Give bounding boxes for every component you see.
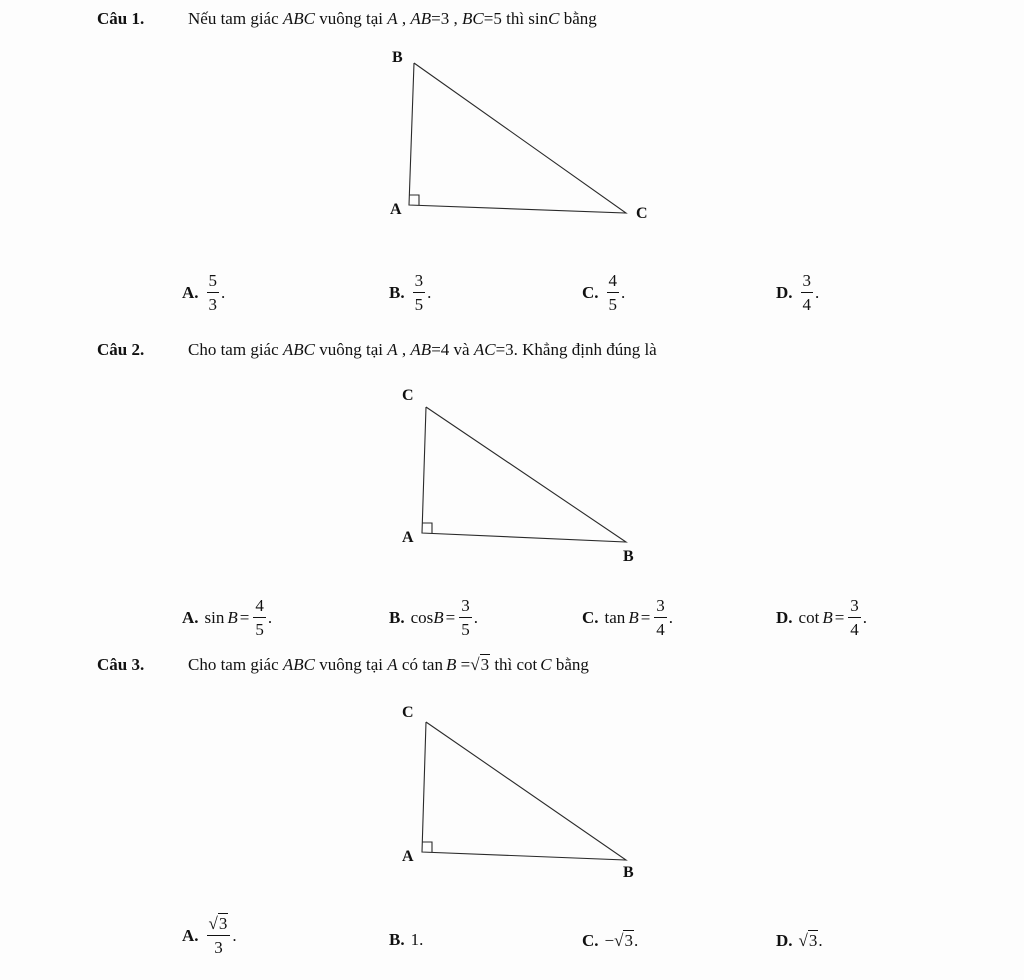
q1-vertex-left: A: [390, 201, 402, 218]
q3-stem: Cho tam giác ABC vuông tại A có tan B =√3 thì cot C bằng: [188, 655, 589, 674]
q2-label: Câu 2.: [97, 340, 145, 359]
q2-triangle-figure: [380, 380, 670, 570]
q2-vertex-right: B: [623, 548, 634, 565]
q3-triangle: [380, 700, 670, 890]
q2-triangle: [380, 380, 670, 570]
q2-vertex-top: C: [402, 387, 414, 404]
q1-option-a[interactable]: A. $\frac{5}{3}$ .: [182, 271, 226, 314]
q1-vertex-right: C: [636, 205, 648, 222]
q1-option-b[interactable]: B. $\frac{3}{5}$ .: [389, 271, 432, 314]
q1-option-d[interactable]: D. $\frac{3}{4}$ .: [776, 271, 820, 314]
q1-triangle: [380, 45, 670, 235]
q1-vertex-top: B: [392, 49, 403, 66]
q3-vertex-right: B: [623, 864, 634, 881]
q3-vertex-left: A: [402, 848, 414, 865]
q1-stem: Nếu tam giác ABC vuông tại A , AB=3 , BC=5 thì sinC bằng: [188, 9, 597, 28]
q3-vertex-top: C: [402, 704, 414, 721]
q2-vertex-left: A: [402, 529, 414, 546]
q3-triangle-figure: [380, 700, 670, 890]
q3-option-c[interactable]: C. − √ 3 .: [582, 930, 639, 950]
q2-option-b[interactable]: B. cos B = $\frac{3}{5}$ .: [389, 596, 478, 639]
q1-label: Câu 1.: [97, 9, 145, 28]
q2-option-d[interactable]: D. cot B = $\frac{3}{4}$ .: [776, 596, 868, 639]
q3-option-d[interactable]: D. √ 3 .: [776, 930, 823, 950]
q3-option-a[interactable]: A. $\frac{√3}{3}$ .: [182, 914, 237, 957]
q2-stem: Cho tam giác ABC vuông tại A , AB=4 và AC=3. Khẳng định đúng là: [188, 340, 657, 359]
q2-option-a[interactable]: A. sin B = $\frac{4}{5}$ .: [182, 596, 273, 639]
q2-option-c[interactable]: C. tan B = $\frac{3}{4}$ .: [582, 596, 674, 639]
q3-label: Câu 3.: [97, 655, 145, 674]
q1-triangle-figure: [380, 45, 670, 235]
q3-option-b[interactable]: B. 1.: [389, 930, 424, 949]
q1-option-c[interactable]: C. $\frac{4}{5}$ .: [582, 271, 626, 314]
